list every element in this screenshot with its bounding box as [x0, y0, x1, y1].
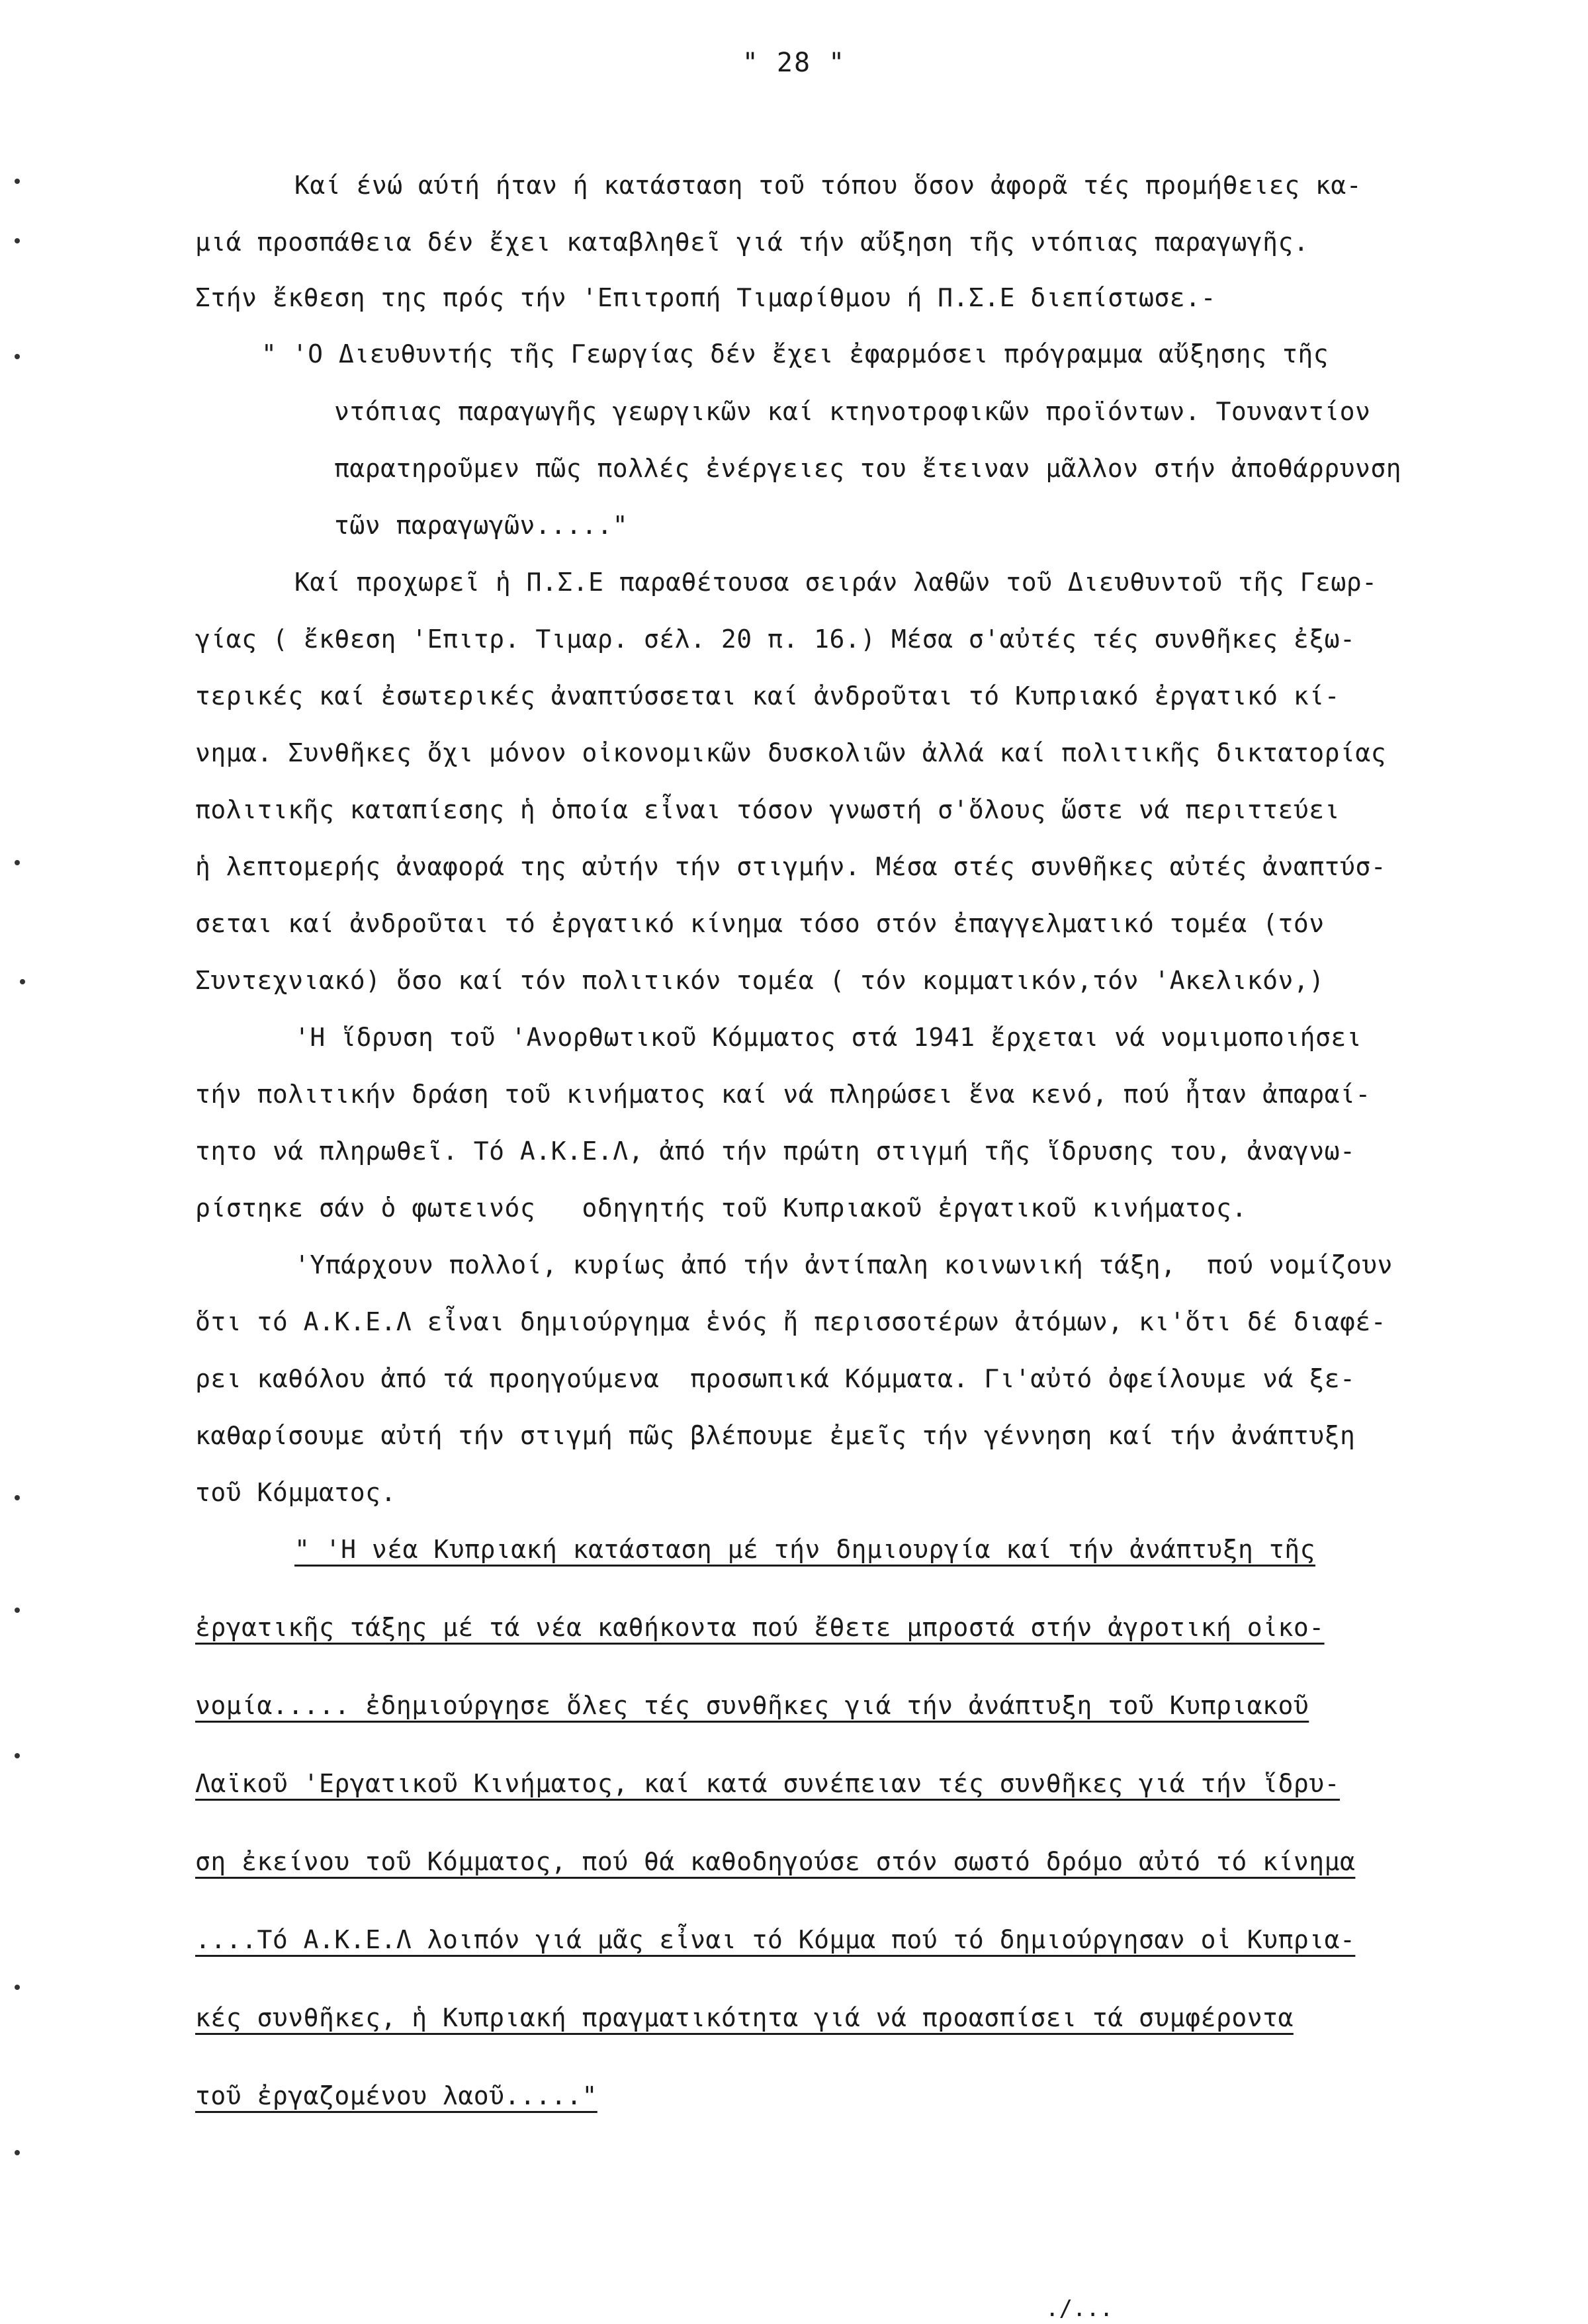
text-line: τήν πολιτικήν δράση τοῦ κινήματος καί νά πληρώσει ἕνα κενό, πού ἦταν ἀπαραί-: [195, 1080, 1371, 1109]
text-line: μιά προσπάθεια δέν ἔχει καταβληθεῖ γιά τήν αὔξηση τῆς ντόπιας παραγωγῆς.: [195, 228, 1309, 257]
quote-line: τῶν παραγωγῶν.....": [334, 511, 629, 540]
text-line: πολιτικῆς καταπίεσης ἡ ὁποία εἶναι τόσον γνωστή σ'ὅλους ὥστε νά περιττεύει: [195, 795, 1340, 824]
quote-line: ντόπιας παραγωγῆς γεωργικῶν καί κτηνοτροφικῶν προϊόντων. Τουναντίον: [334, 397, 1371, 426]
margin-dot: [15, 179, 20, 184]
margin-dot: [15, 1495, 20, 1500]
page-number: " 28 ": [742, 48, 846, 78]
text-line: Καί ένώ αύτή ήταν ή κατάσταση τοῦ τόπου ὅσον ἀφορᾶ τές προμήθειες κα-: [294, 171, 1362, 200]
underlined-quote-line: κές συνθῆκες, ἡ Κυπριακή πραγματικότητα γιά νά προασπίσει τά συμφέροντα: [195, 2003, 1294, 2032]
text-line: σεται καί ἀνδροῦται τό ἐργατικό κίνημα τόσο στόν ἐπαγγελματικό τομέα (τόν: [195, 909, 1325, 938]
text-line: 'Η ἵδρυση τοῦ 'Ανορθωτικοῦ Κόμματος στά 1941 ἔρχεται νά νομιμοποιήσει: [294, 1023, 1362, 1052]
margin-dot: [15, 1985, 20, 1990]
text-line: ρίστηκε σάν ὁ φωτεινός οδηγητής τοῦ Κυπριακοῦ ἐργατικοῦ κινήματος.: [195, 1193, 1247, 1223]
text-line: τοῦ Κόμματος.: [195, 1478, 396, 1507]
text-line: ἡ λεπτομερής ἀναφορά της αὐτήν τήν στιγμήν. Μέσα στές συνθῆκες αὐτές ἀναπτύσ-: [195, 852, 1387, 881]
text-line: 'Υπάρχουν πολλοί, κυρίως ἀπό τήν ἀντίπαλη κοινωνική τάξη, πού νομίζουν: [294, 1250, 1393, 1279]
text-line: Στήν ἔκθεση της πρός τήν 'Επιτροπή Τιμαρίθμου ή Π.Σ.Ε διεπίστωσε.-: [195, 283, 1216, 312]
text-line: τητο νά πληρωθεῖ. Τό Α.Κ.Ε.Λ, ἀπό τήν πρώτη στιγμή τῆς ἵδρυσης του, ἀναγνω-: [195, 1137, 1356, 1166]
text-line: ὅτι τό Α.Κ.Ε.Λ εἶναι δημιούργημα ἑνός ἤ περισσοτέρων ἀτόμων, κι'ὅτι δέ διαφέ-: [195, 1307, 1387, 1336]
underlined-quote-line: νομία..... ἐδημιούργησε ὅλες τές συνθῆκες γιά τήν ἀνάπτυξη τοῦ Κυπριακοῦ: [195, 1691, 1309, 1720]
margin-dot: [15, 2150, 20, 2155]
underlined-quote-line: ....Τό Α.Κ.Ε.Λ λοιπόν γιά μᾶς εἶναι τό Κόμμα πού τό δημιούργησαν οἱ Κυπρια-: [195, 1925, 1356, 1954]
text-line: Συντεχνιακό) ὅσο καί τόν πολιτικόν τομέα ( τόν κομματικόν,τόν 'Ακελικόν,): [195, 966, 1325, 995]
underlined-quote-line: ἐργατικῆς τάξης μέ τά νέα καθήκοντα πού ἔθετε μπροστά στήν ἀγροτική οἰκο-: [195, 1613, 1325, 1642]
quote-line: " 'Ο Διευθυντής τῆς Γεωργίας δέν ἔχει ἐφαρμόσει πρόγραμμα αὔξησης τῆς: [261, 339, 1329, 368]
text-line: τερικές καί ἐσωτερικές ἀναπτύσσεται καί ἀνδροῦται τό Κυπριακό ἐργατικό κί-: [195, 681, 1340, 710]
margin-dot: [20, 979, 25, 984]
text-line: Καί προχωρεῖ ἡ Π.Σ.Ε παραθέτουσα σειράν λαθῶν τοῦ Διευθυντοῦ τῆς Γεωρ-: [294, 568, 1378, 597]
margin-dot: [15, 354, 20, 359]
margin-dot: [15, 860, 20, 865]
text-line: καθαρίσουμε αὐτή τήν στιγμή πῶς βλέπουμε ἐμεῖς τήν γέννηση καί τήν ἀνάπτυξη: [195, 1421, 1356, 1450]
text-line: ρει καθόλου ἀπό τά προηγούμενα προσωπικά Κόμματα. Γι'αὐτό ὀφείλουμε νά ξε-: [195, 1364, 1356, 1393]
continuation-mark: ./...: [1045, 2296, 1114, 2322]
underlined-quote-line: Λαϊκοῦ 'Εργατικοῦ Κινήματος, καί κατά συνέπειαν τές συνθῆκες γιά τήν ἵδρυ-: [195, 1769, 1340, 1798]
margin-dot: [15, 238, 20, 243]
quote-line: παρατηροῦμεν πῶς πολλές ἐνέργειες του ἔτειναν μᾶλλον στήν ἀποθάρρυνση: [334, 454, 1402, 483]
underlined-quote-line: ση ἐκείνου τοῦ Κόμματος, πού θά καθοδηγούσε στόν σωστό δρόμο αὐτό τό κίνημα: [195, 1847, 1356, 1876]
margin-dot: [15, 1608, 20, 1613]
margin-dot: [15, 1753, 20, 1758]
text-line: νημα. Συνθῆκες ὄχι μόνον οἰκονομικῶν δυσκολιῶν ἀλλά καί πολιτικῆς δικτατορίας: [195, 738, 1387, 767]
underlined-quote-line: " 'Η νέα Κυπριακή κατάσταση μέ τήν δημιουργία καί τήν ἀνάπτυξη τῆς: [294, 1535, 1315, 1564]
text-line: γίας ( ἔκθεση 'Επιτρ. Τιμαρ. σέλ. 20 π. 16.) Μέσα σ'αὐτές τές συνθῆκες ἐξω-: [195, 624, 1356, 654]
underlined-quote-line: τοῦ ἐργαζομένου λαοῦ.....": [195, 2081, 597, 2110]
